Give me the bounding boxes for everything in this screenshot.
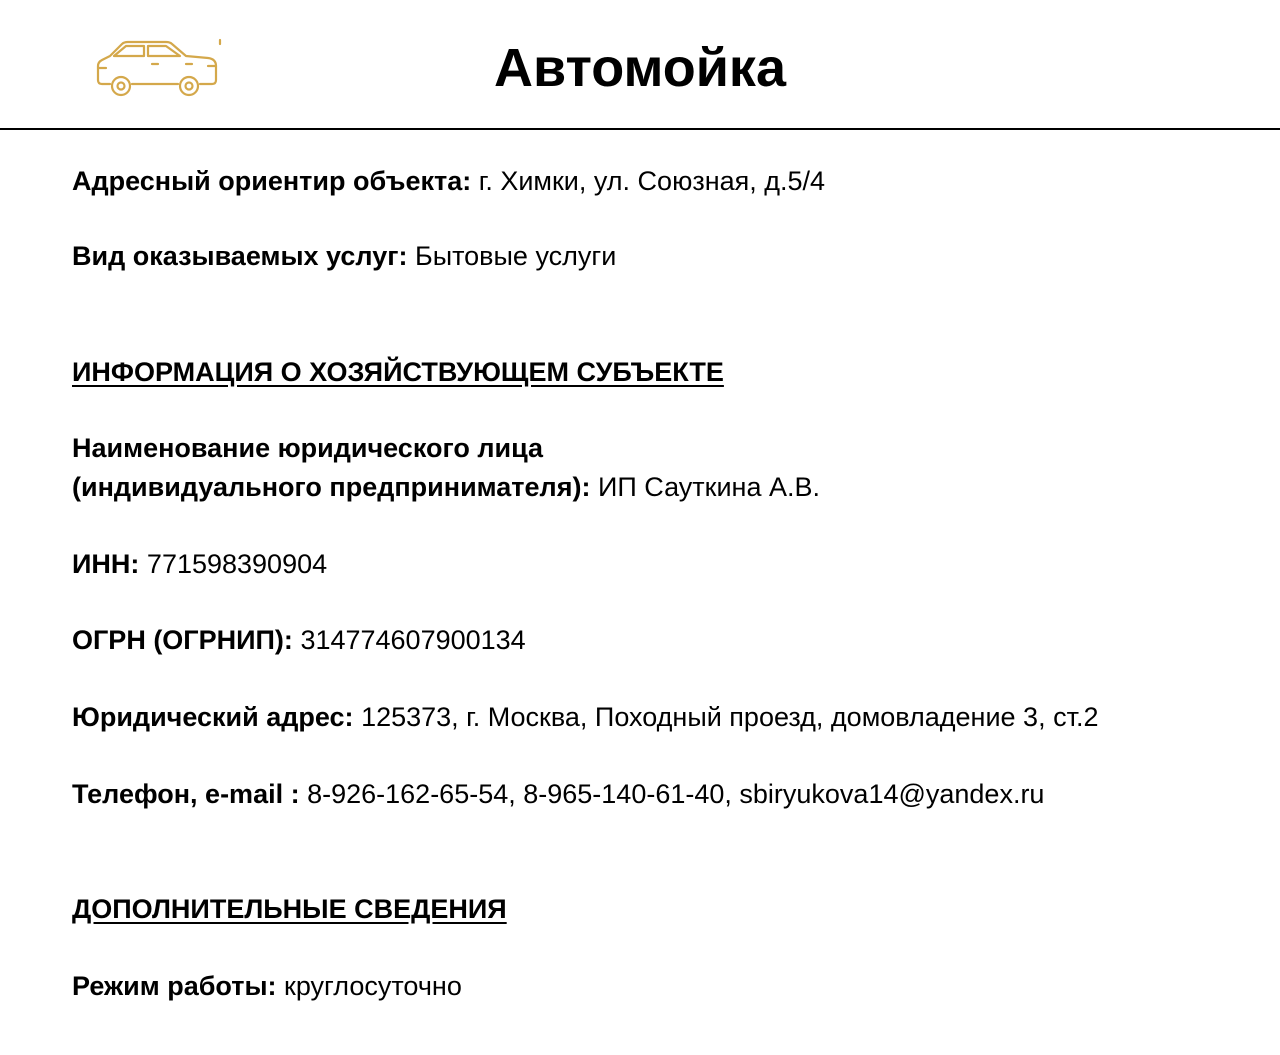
hours-value: круглосуточно [284,971,462,1001]
services-row [72,236,616,276]
ogrn-value: 314774607900134 [300,625,526,655]
inn-label: ИНН: [72,549,140,579]
hours-row [72,966,462,1006]
legal-name-label: Наименование юридического лица [72,433,544,463]
legal-name-label-line1 [72,428,543,468]
ogrn-row [72,620,526,660]
legal-name-label-cont: (индивидуального предпринимателя): [72,472,591,502]
address-value: г. Химки, ул. Союзная, д.5/4 [478,166,826,196]
contacts-label: Телефон, e-mail : [72,779,300,809]
legal-address-value: 125373, г. Москва, Походный проезд, домовладение 3, ст.2 [361,702,1099,732]
hours-label: Режим работы: [72,971,277,1001]
contacts-value: 8-926-162-65-54, 8-965-140-61-40, sbiryukova14@yandex.ru [307,779,1045,809]
page-title: Автомойка [494,38,786,98]
ogrn-label: ОГРН (ОГРНИП): [72,625,293,655]
address-row [72,161,825,201]
services-label: Вид оказываемых услуг: [72,241,408,271]
legal-name-value: ИП Сауткина А.В. [597,472,820,502]
contacts-row [72,774,1044,814]
legal-address-row [72,697,1098,737]
inn-row [72,544,327,584]
address-label: Адресный ориентир объекта: [72,166,472,196]
business-section-heading: ИНФОРМАЦИЯ О ХОЗЯЙСТВУЮЩЕМ СУБЪЕКТЕ [72,357,724,387]
additional-section-heading: ДОПОЛНИТЕЛЬНЫЕ СВЕДЕНИЯ [72,894,507,924]
page-header [0,0,1280,130]
services-value: Бытовые услуги [414,241,617,271]
legal-name-row [72,467,820,507]
legal-address-label: Юридический адрес: [72,702,354,732]
inn-value: 771598390904 [146,549,328,579]
